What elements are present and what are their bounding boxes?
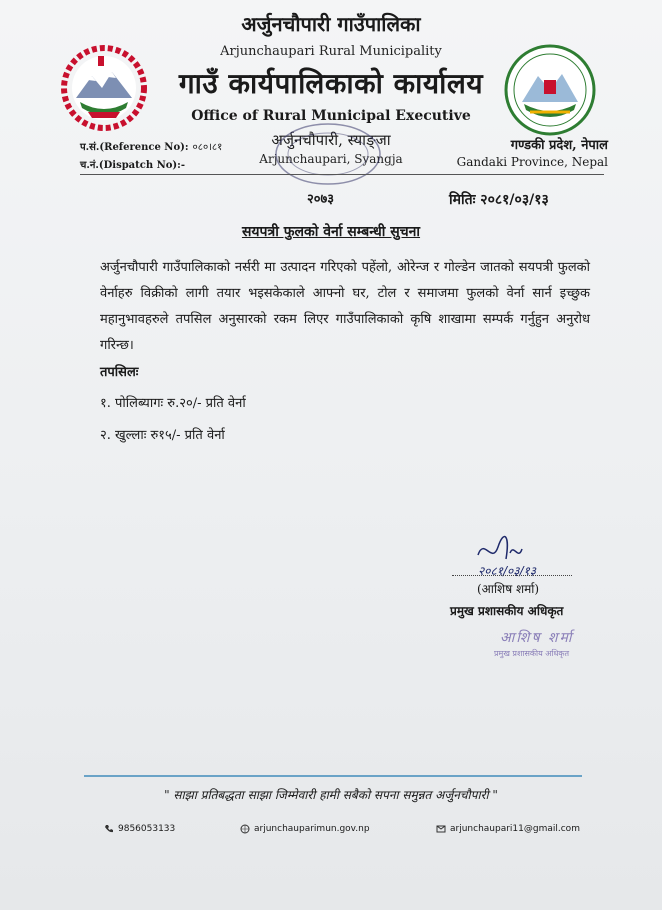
signatory-name: (आशिष शर्मा)	[477, 582, 540, 596]
stamp-year: २०७३	[307, 192, 335, 207]
office-stamp-icon	[268, 118, 388, 198]
footer-divider	[84, 775, 582, 777]
notice-subject: सयपत्री फुलको वेर्ना सम्बन्धी सुचना	[241, 224, 421, 240]
dispatch-number: च.नं.(Dispatch No):-	[80, 160, 186, 171]
reference-number	[80, 139, 222, 153]
signature-date: २०८१/०३/१३	[478, 564, 537, 578]
signatory-title: प्रमुख प्रशासकीय अधिकृत	[450, 604, 564, 618]
footer-motto: " साझा प्रतिबद्धता साझा जिम्मेवारी हामी सबैको सपना समुन्नत अर्जुनचौपारी "	[164, 788, 498, 802]
province-en: Gandaki Province, Nepal	[456, 155, 608, 169]
signature-icon	[470, 525, 590, 585]
office-name-np: गाउँ कार्यपालिकाको कार्यालय	[178, 67, 484, 100]
place-np: अर्जुनचौपारी, स्याङ्जा	[271, 131, 391, 149]
globe-icon	[240, 824, 250, 834]
footer-website[interactable]	[240, 824, 370, 834]
detail-item: १. पोलिब्यागः रु.२०/- प्रति वेर्ना	[100, 396, 246, 411]
reference-value: ०८०।८१	[192, 142, 223, 153]
place-en: Arjunchaupari, Syangja	[259, 152, 403, 166]
letter-date: मितिः २०८१/०३/१३	[449, 192, 549, 208]
header-divider	[80, 174, 604, 175]
seal-title: प्रमुख प्रशासकीय अधिकृत	[494, 649, 570, 658]
email-icon	[436, 824, 446, 834]
details-label: तपसिलः	[100, 365, 139, 380]
footer-phone	[104, 824, 175, 834]
footer-email[interactable]	[436, 824, 580, 834]
reference-label: प.सं.(Reference No):	[80, 142, 189, 153]
phone-number: 9856053133	[118, 824, 176, 834]
detail-item: २. खुल्लाः रु१५/- प्रति वेर्ना	[100, 428, 225, 443]
municipality-name-en: Arjunchaupari Rural Municipality	[220, 44, 442, 59]
signature-line	[452, 575, 572, 576]
province-np: गण्डकी प्रदेश, नेपाल	[510, 138, 608, 153]
municipality-name-np: अर्जुनचौपारी गाउँपालिका	[241, 12, 421, 36]
notice-body: अर्जुनचौपारी गाउँपालिकाको नर्सरी मा उत्पादन गरिएको पहेंलो, ओरेन्ज र गोल्डेन जातको सयपत्री फुलको वेर्नाहरु विक्रीको लागी तयार भइसकेकाले आफ्नो घर, टोल र समाजमा फुलको वेर्ना सार्न इच्छुक महानुभावहरुले तपसिल अनुसारको रकम लिएर गाउँपालिकाको कृषि शाखामा सम्पर्क गर्नुहुन अनुरोध गरिन्छ।	[100, 260, 590, 353]
phone-icon	[104, 824, 114, 834]
seal-name: आशिष शर्मा	[500, 630, 574, 646]
email-link[interactable]: arjunchaupari11@gmail.com	[450, 824, 580, 834]
office-name-en: Office of Rural Municipal Executive	[191, 108, 471, 124]
website-link[interactable]: arjunchauparimun.gov.np	[254, 824, 370, 834]
